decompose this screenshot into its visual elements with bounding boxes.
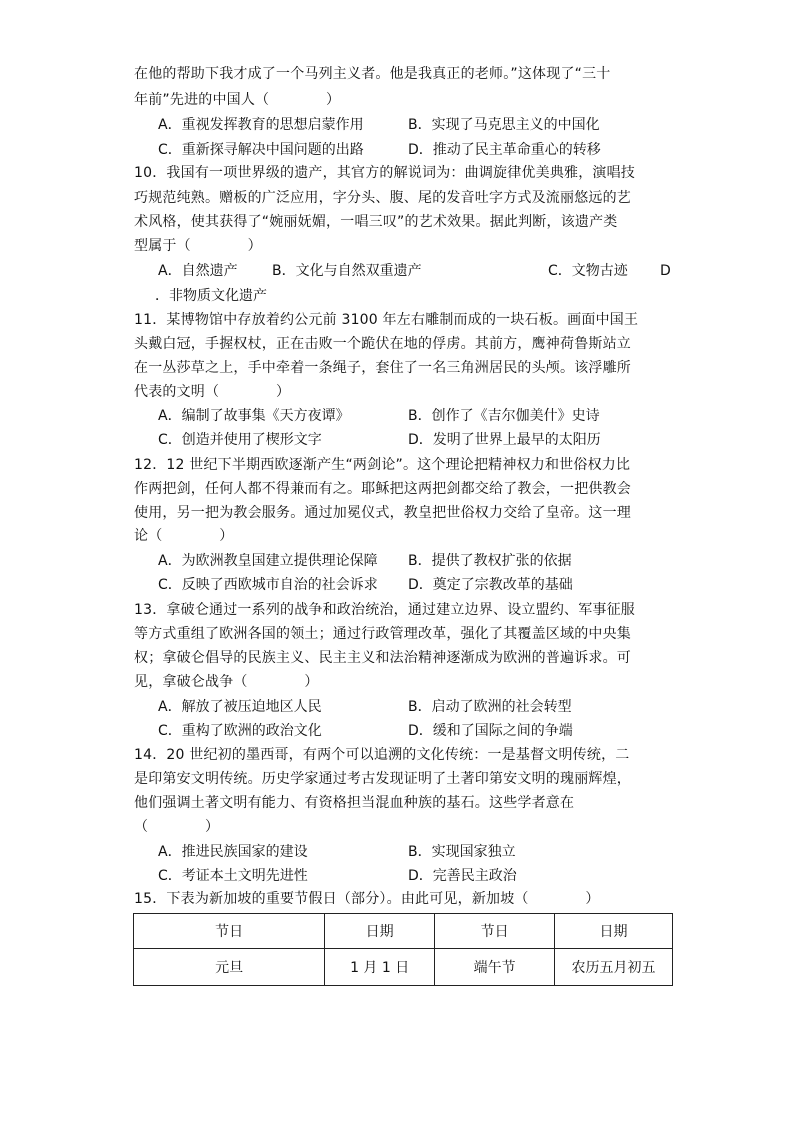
q13-option-c[interactable]: C．重构了欧洲的政治文化: [158, 723, 322, 739]
q13-option-a[interactable]: A．解放了被压迫地区人民: [158, 699, 322, 715]
q10-stem-line-4: 型属于（ ）: [134, 238, 262, 254]
table-header-row: [134, 914, 673, 949]
q12-stem-line-2: 作两把剑，任何人都不得兼而有之。耶稣把这两把剑都交给了教会，一把供教会: [134, 481, 631, 497]
q12-stem-line-1: 12．12 世纪下半期西欧逐渐产生“两剑论”。这个理论把精神权力和世俗权力比: [134, 457, 631, 473]
q11-stem-line-1: 11．某博物馆中存放着约公元前 3100 年左右雕制而成的一块石板。画面中国王: [134, 312, 639, 328]
table-row: [134, 949, 673, 986]
q10-stem-line-2: 巧规范纯熟。赠板的广泛应用，字分头、腹、尾的发音吐字方式及流丽悠远的艺: [134, 190, 631, 206]
q10-option-c[interactable]: C．文物古迹: [548, 263, 628, 279]
q14-stem-line-2: 是印第安文明传统。历史学家通过考古发现证明了土著印第安文明的瑰丽辉煌，: [134, 771, 631, 787]
table-header-cell: 节日: [435, 914, 555, 949]
q14-option-a[interactable]: A．推进民族国家的建设: [158, 844, 308, 860]
table-cell: 端午节: [435, 949, 555, 986]
table-cell: 农历五月初五: [555, 949, 673, 986]
table-cell: 1 月 1 日: [325, 949, 435, 986]
q13-stem-line-1: 13．拿破仑通过一系列的战争和政治统治，通过建立边界、设立盟约、军事征服: [134, 602, 636, 618]
q10-option-b[interactable]: B．文化与自然双重遗产: [272, 263, 422, 279]
q12-option-b[interactable]: B．提供了教权扩张的依据: [408, 553, 572, 569]
q14-option-c[interactable]: C．考证本土文明先进性: [158, 868, 308, 884]
q14-stem-line-1: 14．20 世纪初的墨西哥，有两个可以追溯的文化传统：一是基督文明传统，二: [134, 747, 630, 763]
q14-stem-line-4: （ ）: [134, 819, 220, 835]
q11-option-b[interactable]: B．创作了《吉尔伽美什》史诗: [408, 408, 600, 424]
q10-stem-line-1: 10．我国有一项世界级的遗产，其官方的解说词为：曲调旋律优美典雅，演唱技: [134, 165, 636, 181]
q11-stem-line-4: 代表的文明（ ）: [134, 384, 291, 400]
q11-stem-line-2: 头戴白冠，手握权杖，正在击败一个跪伏在地的俘虏。其前方，鹰神荷鲁斯站立: [134, 336, 631, 352]
q9-stem-line-1: 在他的帮助下我才成了一个马列主义者。他是我真正的老师。”这体现了“三十: [134, 66, 611, 82]
q14-stem-line-3: 他们强调土著文明有能力、有资格担当混血种族的基石。这些学者意在: [134, 795, 575, 811]
table-header-cell: 节日: [134, 914, 325, 949]
q9-option-a[interactable]: A．重视发挥教育的思想启蒙作用: [158, 117, 364, 133]
table-cell: 元旦: [134, 949, 325, 986]
holiday-table: [133, 913, 673, 986]
q13-stem-line-2: 等方式重组了欧洲各国的领土；通过行政管理改革，强化了其覆盖区域的中央集: [134, 626, 631, 642]
q9-option-b[interactable]: B．实现了马克思主义的中国化: [408, 117, 600, 133]
q14-option-b[interactable]: B．实现国家独立: [408, 844, 516, 860]
q13-option-d[interactable]: D．缓和了国际之间的争端: [408, 723, 573, 739]
q9-option-c[interactable]: C．重新探寻解决中国问题的出路: [158, 142, 364, 158]
q15-stem: 15．下表为新加坡的重要节假日（部分）。由此可见，新加坡（ ）: [134, 891, 600, 907]
q12-option-a[interactable]: A．为欧洲教皇国建立提供理论保障: [158, 553, 378, 569]
q11-option-c[interactable]: C．创造并使用了楔形文字: [158, 432, 322, 448]
q9-option-d[interactable]: D．推动了民主革命重心的转移: [408, 142, 601, 158]
q9-stem-line-2: 年前”先进的中国人（ ）: [134, 92, 341, 108]
q13-stem-line-3: 权；拿破仑倡导的民族主义、民主主义和法治精神逐渐成为欧洲的普遍诉求。可: [134, 650, 631, 666]
q12-stem-line-4: 论（ ）: [134, 528, 234, 544]
q11-stem-line-3: 在一丛莎草之上，手中牵着一条绳子，套住了一名三角洲居民的头颅。该浮雕所: [134, 360, 631, 376]
table-header-cell: 日期: [555, 914, 673, 949]
q13-stem-line-4: 见，拿破仑战争（ ）: [134, 674, 319, 690]
q12-stem-line-3: 使用，另一把为教会服务。通过加冕仪式，教皇把世俗权力交给了皇帝。这一理: [134, 505, 631, 521]
q11-option-d[interactable]: D．发明了世界上最早的太阳历: [408, 432, 601, 448]
table-header-cell: 日期: [325, 914, 435, 949]
q10-stem-line-3: 术风格，使其获得了“婉丽妩媚，一唱三叹”的艺术效果。据此判断，该遗产类: [134, 214, 618, 230]
q14-option-d[interactable]: D．完善民主政治: [408, 868, 517, 884]
q10-option-d[interactable]: ．非物质文化遗产: [155, 288, 267, 304]
q10-option-d-prefix[interactable]: D: [660, 263, 671, 279]
q12-option-d[interactable]: D．奠定了宗教改革的基础: [408, 577, 573, 593]
q10-option-a[interactable]: A．自然遗产: [158, 263, 238, 279]
q11-option-a[interactable]: A．编制了故事集《天方夜谭》: [158, 408, 350, 424]
q12-option-c[interactable]: C．反映了西欧城市自治的社会诉求: [158, 577, 378, 593]
q13-option-b[interactable]: B．启动了欧洲的社会转型: [408, 699, 572, 715]
